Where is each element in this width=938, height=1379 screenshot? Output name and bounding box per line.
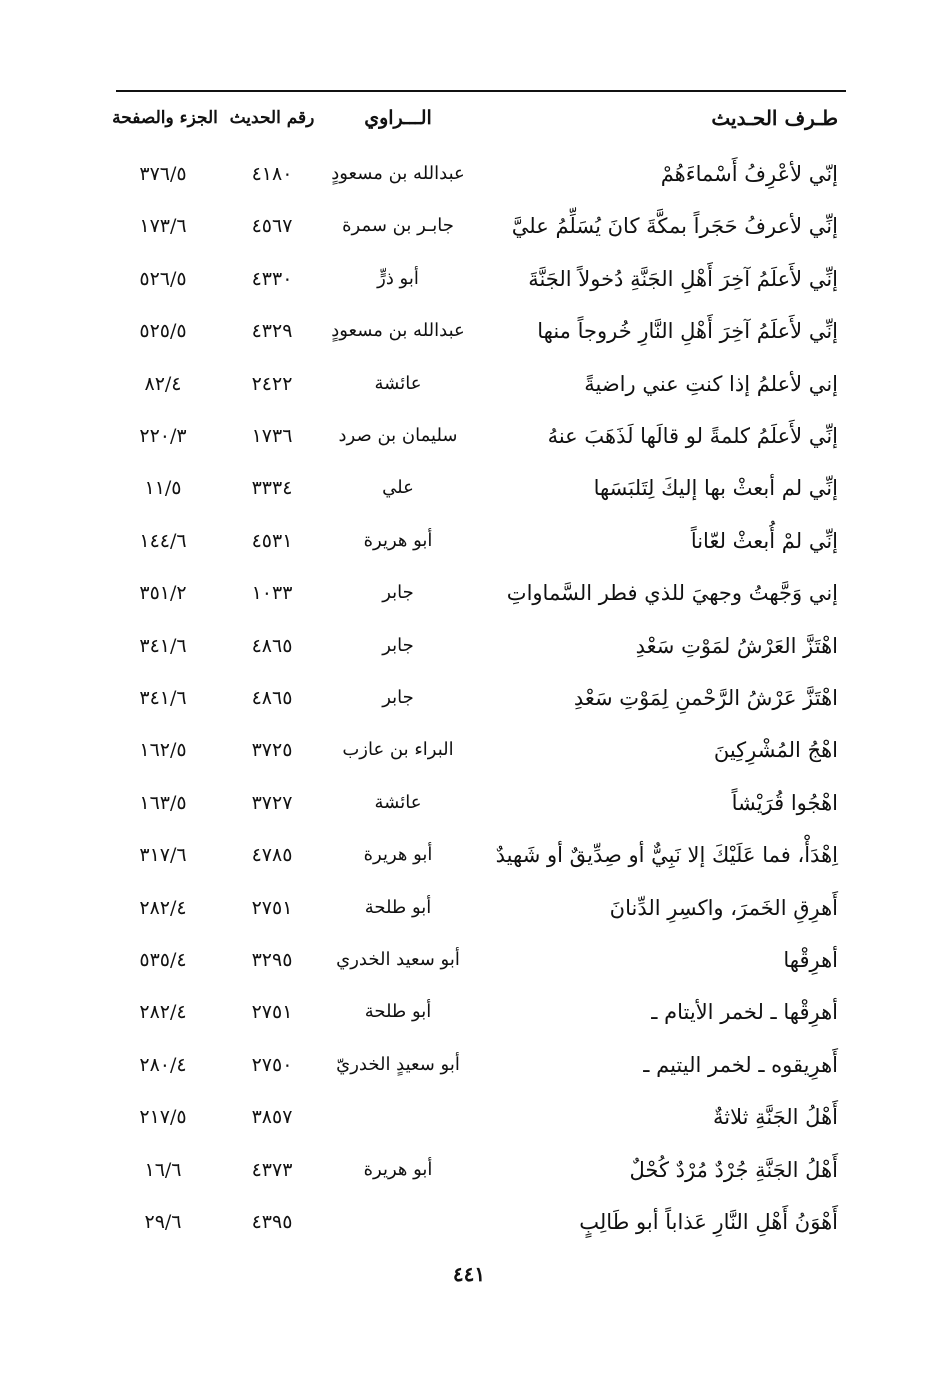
hadith-cell: إنِّي لأَعلَمُ آخِرَ أَهْلِ الجَنَّةِ دُخولاً الجَنَّةَ [528, 266, 838, 291]
hadith-cell: اهْجُوا قُرَيْشاً [731, 790, 838, 815]
hadith-number-cell: ٣٧٢٥ [251, 739, 293, 762]
volume-page-cell: ٣٤١/٦ [139, 634, 187, 657]
hadith-number-cell: ٤٨٦٥ [251, 687, 293, 709]
hadith-cell: إنِّي لأَعلَمُ كلمةً لو قالَها لَذَهَبَ عنهُ [547, 424, 838, 448]
table-row [0, 358, 938, 410]
hadith-number-cell: ٤٣٢٩ [251, 320, 293, 343]
hadith-cell: أَهرِقِ الخَمرَ، واكسِرِ الدِّنانَ [609, 895, 838, 920]
hadith-number-cell: ٣٢٩٥ [251, 949, 293, 971]
hadith-number-cell: ٤٥٦٧ [251, 215, 293, 238]
hadith-number-cell: ٤٣٩٥ [251, 1211, 293, 1233]
hadith-number-cell: ٤٣٣٠ [251, 267, 293, 290]
volume-page-cell: ١٦٢/٥ [139, 739, 187, 762]
hadith-number-cell: ٣٨٥٧ [251, 1106, 293, 1129]
narrator-cell: أبو سعيد الخدري [336, 949, 460, 970]
narrator-cell: جابر [382, 582, 414, 604]
header-narrator: الـــراوي [364, 107, 432, 129]
volume-page-cell: ٨٢/٤ [144, 372, 182, 395]
table-row [0, 253, 938, 305]
volume-page-cell: ٢٩/٦ [144, 1211, 182, 1233]
narrator-cell [318, 1091, 478, 1143]
volume-page-cell: ٥٢٥/٥ [139, 320, 187, 343]
hadith-cell: أَهْلُ الجَنَّةِ ثلاثةٌ [712, 1105, 838, 1130]
narrator-cell: جابر [382, 687, 414, 708]
hadith-cell: أهرِقْها [783, 948, 838, 972]
header-rule [116, 90, 846, 92]
volume-page-cell: ٥٣٥/٤ [139, 949, 187, 971]
volume-page-cell: ٣٤١/٦ [139, 687, 187, 709]
narrator-cell: جابـر بن سمرة [342, 215, 454, 237]
volume-page-cell: ٢١٧/٥ [139, 1106, 187, 1129]
hadith-number-cell: ٤١٨٠ [251, 163, 293, 185]
narrator-cell: جابر [382, 634, 414, 656]
volume-page-cell: ٢٨٢/٤ [139, 1001, 187, 1024]
narrator-cell: البراء بن عازب [342, 739, 454, 761]
hadith-cell: أَهْلُ الجَنَّةِ جُرْدٌ مُرْدٌ كُحْلٌ [629, 1157, 838, 1182]
table-row [0, 148, 938, 200]
volume-page-cell: ٥٢٦/٥ [139, 267, 187, 290]
hadith-cell: إني وَجَّهتُ وجهيَ للذي فطر السَّماواتِ [506, 581, 838, 606]
hadith-cell: أَهْوَنُ أَهْلِ النَّارِ عَذاباً أبو طَالِبٍ [579, 1210, 838, 1234]
page-number: ٤٤١ [452, 1262, 486, 1286]
narrator-cell [318, 1196, 478, 1248]
narrator-cell: عائشة [374, 791, 422, 813]
table-row [0, 200, 938, 252]
table-row [0, 934, 938, 986]
header-number: رقم الحديث [229, 108, 315, 128]
table-row [0, 620, 938, 672]
volume-page-cell: ١٤٤/٦ [139, 529, 187, 552]
narrator-cell: عبدالله بن مسعودٍ [331, 163, 465, 184]
hadith-number-cell: ٣٣٣٤ [251, 477, 293, 500]
volume-page-cell: ٢٨٢/٤ [139, 896, 187, 919]
hadith-number-cell: ٣٧٢٧ [251, 791, 293, 814]
hadith-cell: إنِّي لم أبعثْ بها إليكَ لِتَلبَسَها [593, 476, 838, 501]
hadith-cell: أهرِقْها ـ لخمر الأيتام ـ [651, 1000, 838, 1025]
volume-page-cell: ٣١٧/٦ [139, 844, 187, 867]
table-row [0, 462, 938, 514]
table-row [0, 305, 938, 357]
volume-page-cell: ٣٧٦/٥ [139, 163, 187, 185]
table-row [0, 986, 938, 1038]
header-volume-page: الجزء والصفحة [112, 108, 218, 128]
table-row [0, 777, 938, 829]
table-row [0, 1039, 938, 1091]
hadith-cell: اهْتَزَّ عَرْشُ الرَّحْمنِ لِمَوْتِ سَعْدِ [573, 686, 838, 710]
hadith-cell: أَهرِيقوه ـ لخمر اليتيم ـ [643, 1052, 838, 1077]
table-row [0, 1144, 938, 1196]
hadith-cell: اِهْدَأْ، فما عَلَيْكَ إلا نَبِيٌّ أو صِدِّيقٌ أو شَهيدٌ [495, 843, 838, 868]
table-row [0, 672, 938, 724]
narrator-cell: أبو ذرٍّ [377, 267, 419, 289]
narrator-cell: عائشة [374, 372, 422, 394]
hadith-cell: اهْتَزَّ العَرْشُ لمَوْتِ سَعْدِ [635, 633, 838, 658]
narrator-cell: علي [382, 477, 414, 499]
table-row [0, 829, 938, 881]
hadith-number-cell: ٤٥٣١ [251, 529, 293, 552]
table-row [0, 1091, 938, 1143]
narrator-cell: أبو هريرة [363, 529, 433, 551]
volume-page-cell: ١٧٣/٦ [139, 215, 187, 238]
volume-page-cell: ١١/٥ [144, 477, 182, 500]
header-hadith: طـرف الحـديث [711, 106, 838, 130]
volume-page-cell: ١٦/٦ [144, 1158, 182, 1181]
table-row [0, 567, 938, 619]
volume-page-cell: ٣٥١/٢ [139, 582, 187, 605]
hadith-number-cell: ٢٤٢٢ [251, 372, 293, 395]
hadith-cell: إني لأعلمُ إذا كنتِ عني راضيةً [584, 371, 838, 396]
hadith-cell: إنِّي لأَعلَمُ آخِرَ أَهْلِ النَّارِ خُروجاً منها [537, 319, 838, 344]
volume-page-cell: ٢٢٠/٣ [139, 425, 187, 447]
narrator-cell: أبو هريرة [363, 844, 433, 866]
table-row [0, 882, 938, 934]
hadith-cell: إنِّي لأعرفُ حَجَراً بمكَّةَ كانَ يُسَلِّمُ عليَّ [511, 214, 838, 239]
narrator-cell: أبو طلحة [364, 896, 432, 918]
hadith-number-cell: ٢٧٥١ [251, 896, 293, 919]
hadith-number-cell: ٢٧٥٠ [251, 1053, 293, 1076]
narrator-cell: أبو طلحة [364, 1001, 432, 1023]
volume-page-cell: ٢٨٠/٤ [139, 1053, 187, 1076]
hadith-number-cell: ٤٣٧٣ [251, 1158, 293, 1181]
volume-page-cell: ١٦٣/٥ [139, 791, 187, 814]
narrator-cell: عبدالله بن مسعودٍ [331, 320, 465, 342]
hadith-number-cell: ١٠٣٣ [251, 582, 293, 605]
hadith-cell: إنّي لأعْرِفُ أَسْماءَهُمْ [660, 162, 838, 186]
hadith-cell: اهْجُ المُشْرِكِينَ [713, 738, 838, 763]
hadith-number-cell: ٤٨٦٥ [251, 634, 293, 657]
table-row [0, 410, 938, 462]
hadith-cell: إنِّي لمْ أُبعثْ لعّاناً [690, 528, 838, 553]
narrator-cell: أبو سعيدٍ الخدريّ [336, 1053, 460, 1075]
hadith-number-cell: ١٧٣٦ [251, 425, 293, 447]
table-row [0, 1196, 938, 1248]
hadith-number-cell: ٢٧٥١ [251, 1001, 293, 1024]
table-row [0, 515, 938, 567]
table-header [0, 92, 938, 144]
table-row [0, 724, 938, 776]
narrator-cell: أبو هريرة [363, 1158, 433, 1180]
hadith-number-cell: ٤٧٨٥ [251, 844, 293, 867]
narrator-cell: سليمان بن صرد [338, 425, 458, 446]
